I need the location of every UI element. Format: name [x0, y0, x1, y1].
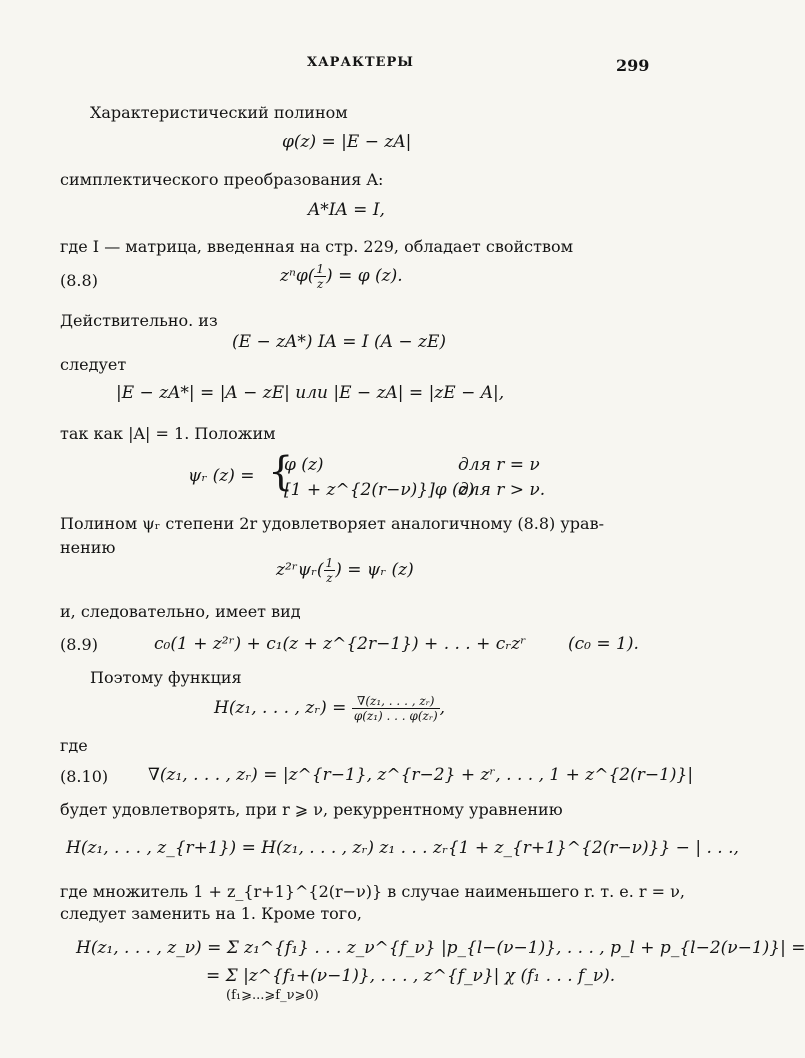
- paragraph-12-line-2: следует заменить на 1. Кроме того,: [60, 904, 362, 923]
- psi-case-2: [1 + z^{2(r−ν)}]φ (z): [284, 480, 475, 500]
- equation-label-8-8: (8.8): [60, 271, 98, 290]
- equation-8-9-condition: (c₀ = 1).: [568, 634, 639, 654]
- h-function-fraction: $\frac{\text{∇(z₁, . . . , zᵣ)}}{\text{φ(z₁) . . . φ(zᵣ)}}$: [353, 694, 438, 723]
- fraction-1-over-z: $\frac{1}{z}$: [316, 262, 325, 291]
- paragraph-6: так как |A| = 1. Положим: [60, 424, 276, 443]
- psi-case-1: φ (z): [284, 455, 324, 475]
- equation-label-8-10: (8.10): [60, 767, 109, 786]
- paragraph-8: и, следовательно, имеет вид: [60, 602, 301, 621]
- equation-psi-right: ) = ψᵣ (z): [335, 560, 414, 580]
- fraction-1-over-z-2: $\frac{1}{z}$: [325, 556, 334, 585]
- h-function-left: H(z₁, . . . , zᵣ) =: [214, 698, 347, 718]
- equation-h-function: [214, 694, 445, 723]
- psi-condition-2: для r > ν.: [458, 480, 546, 500]
- equation-8-8-left: zⁿφ(: [280, 266, 315, 286]
- equation-8-8: [280, 262, 403, 291]
- equation-8-8-right: ) = φ (z).: [326, 266, 403, 286]
- psi-left: ψᵣ (z) =: [188, 466, 255, 486]
- paragraph-7-line-2: нению: [60, 538, 116, 557]
- running-title: ХАРАКТЕРЫ: [307, 55, 414, 70]
- equation-recurrence: H(z₁, . . . , z_{r+1}) = H(z₁, . . . , zᵣ) z₁ . . . zᵣ{1 + z_{r+1}^{2(r−ν)}} − | . . .,: [66, 838, 739, 858]
- equation-8-9: c₀(1 + z²ʳ) + c₁(z + z^{2r−1}) + . . . + cᵣzʳ: [154, 634, 527, 654]
- paragraph-3: где I — матрица, введенная на стр. 229, обладает свойством: [60, 237, 574, 256]
- paragraph-10: где: [60, 736, 88, 755]
- equation-h-sum-subscript: (f₁⩾...⩾f_ν⩾0): [226, 988, 319, 1003]
- psi-condition-1: для r = ν: [458, 455, 540, 475]
- paragraph-9: Поэтому функция: [90, 668, 242, 687]
- equation-symplectic: A*IA = I,: [308, 200, 385, 220]
- left-brace: {: [268, 449, 294, 495]
- equation-psi-left: z²ʳψᵣ(: [276, 560, 324, 580]
- h-function-right: ,: [439, 698, 446, 718]
- paragraph-12-line-1: где множитель 1 + z_{r+1}^{2(r−ν)} в случае наименьшего r. т. е. r = ν,: [60, 882, 685, 901]
- equation-label-8-9: (8.9): [60, 635, 98, 654]
- paragraph-2: симплектического преобразования A:: [60, 170, 384, 189]
- equation-h-sum-line-1: H(z₁, . . . , z_ν) = Σ z₁^{f₁} . . . z_ν^{f_ν} |p_{l−(ν−1)}, . . . , p_l + p_{l−2(ν−1)}| =: [76, 938, 805, 958]
- paragraph-4: Действительно. из: [60, 311, 218, 330]
- equation-psi-functional: [276, 556, 414, 585]
- equation-determinants: |E − zA*| = |A − zE| или |E − zA| = |zE − A|,: [116, 383, 505, 403]
- paragraph-7-line-1: Полином ψᵣ степени 2r удовлетворяет аналогичному (8.8) урав-: [60, 514, 604, 533]
- equation-h-sum-line-2: = Σ |z^{f₁+(ν−1)}, . . . , z^{f_ν}| χ (f₁ . . . f_ν).: [206, 966, 616, 986]
- equation-8-10: ∇(z₁, . . . , zᵣ) = |z^{r−1}, z^{r−2} + zʳ, . . . , 1 + z^{2(r−1)}|: [148, 765, 694, 785]
- paragraph-11: будет удовлетворять, при r ⩾ ν, рекуррентному уравнению: [60, 800, 563, 819]
- paragraph-1: Характеристический полином: [90, 103, 348, 122]
- equation-transformation: (E − zA*) IA = I (A − zE): [232, 332, 446, 352]
- page-number: 299: [616, 56, 650, 75]
- equation-char-polynomial: φ(z) = |E − zA|: [282, 132, 412, 152]
- paragraph-5: следует: [60, 355, 127, 374]
